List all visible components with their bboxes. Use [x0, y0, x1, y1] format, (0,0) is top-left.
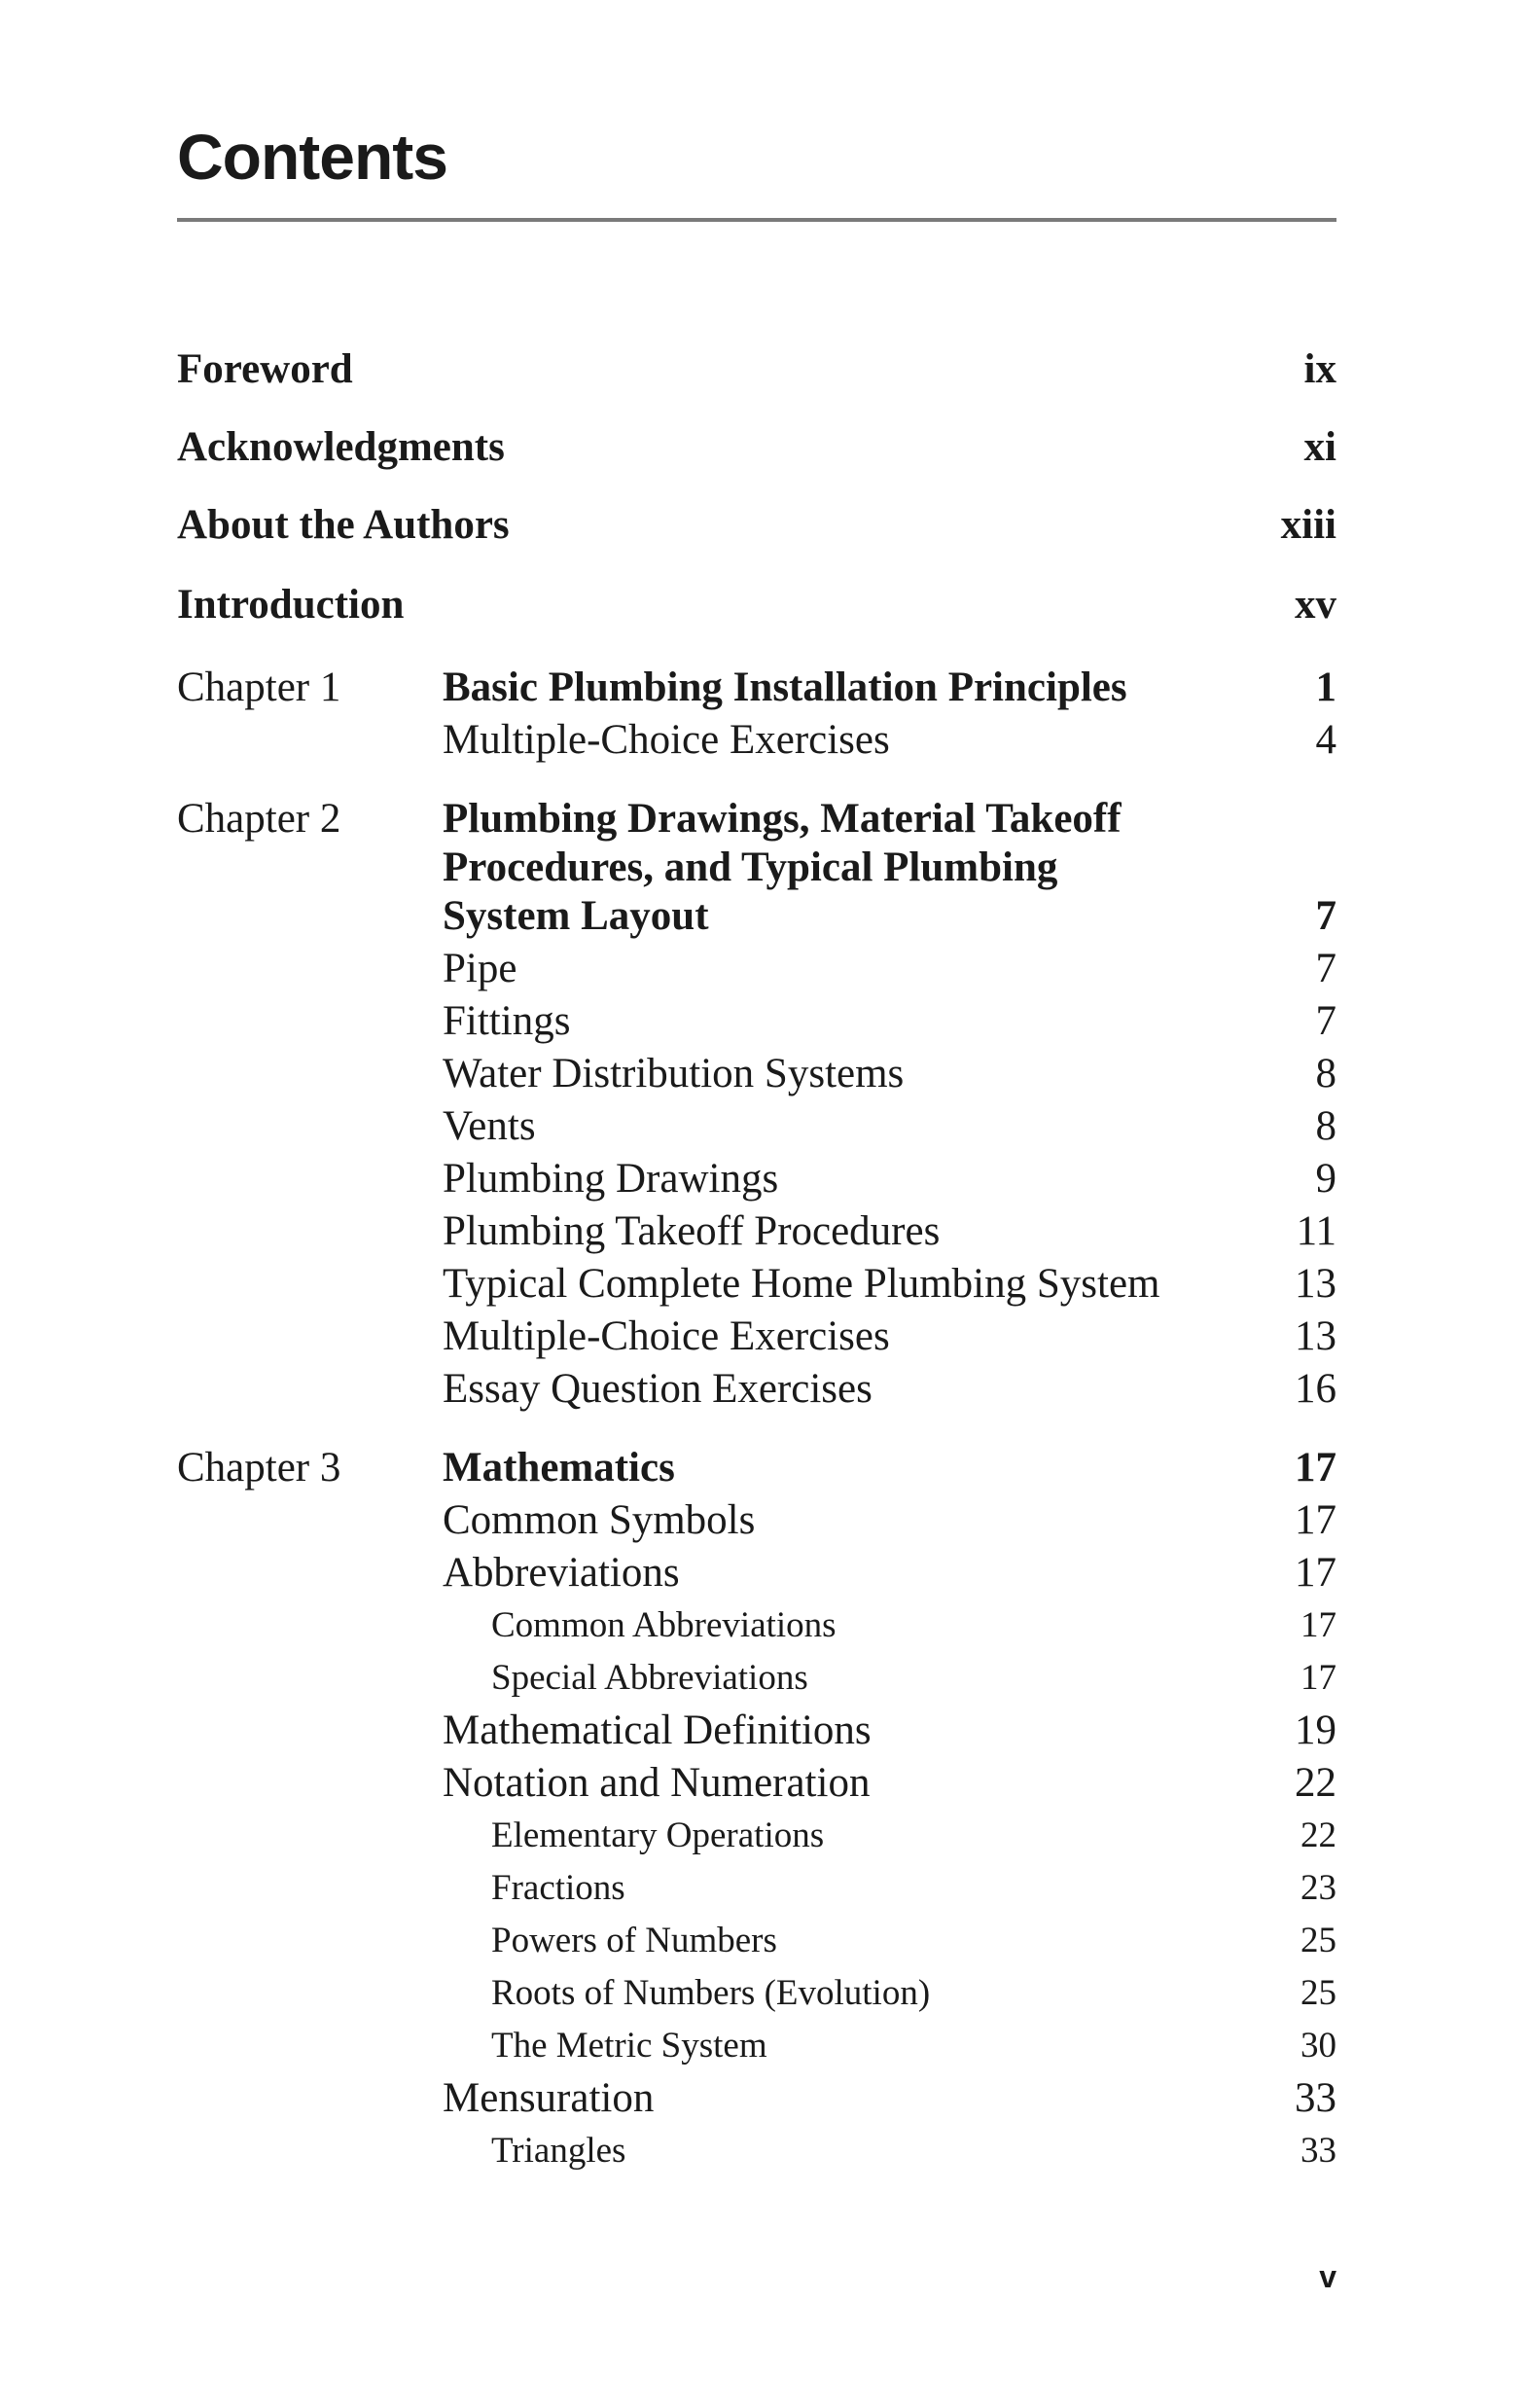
toc-entry-page: 17	[1295, 1445, 1336, 1491]
toc-entry-page: xi	[1303, 424, 1336, 470]
toc-entry-page: 13	[1295, 1313, 1336, 1359]
chapter-label: Chapter 3	[177, 1445, 341, 1491]
toc-entry-page: 22	[1300, 1815, 1336, 1855]
toc-entry-page: 25	[1300, 1921, 1336, 1960]
toc-section[interactable]	[0, 1155, 1532, 1213]
toc-entry-page: 33	[1300, 2131, 1336, 2171]
toc-entry-page: 7	[1315, 946, 1336, 991]
toc-entry-page: 17	[1300, 1658, 1336, 1698]
toc-entry-page: xv	[1295, 582, 1336, 628]
chapter-title: Plumbing Drawings, Material Takeoff	[443, 796, 1122, 842]
toc-entry-page: 7	[1315, 893, 1336, 939]
toc-entry-page: 9	[1315, 1156, 1336, 1202]
toc-entry-page: 8	[1315, 1103, 1336, 1149]
toc-section-title: Vents	[443, 1103, 536, 1149]
toc-section[interactable]	[0, 1102, 1532, 1161]
chapter-label: Chapter 1	[177, 665, 341, 710]
toc-entry-page: 19	[1295, 1707, 1336, 1753]
toc-subsection-title: Common Abbreviations	[491, 1605, 837, 1645]
toc-entry-foreword[interactable]	[0, 345, 1532, 404]
toc-entry-page: 17	[1295, 1497, 1336, 1543]
toc-entry-page: 22	[1295, 1760, 1336, 1806]
toc-entry-about-the-authors[interactable]	[0, 501, 1532, 559]
toc-entry-title: About the Authors	[177, 502, 510, 548]
toc-subsection-title: Roots of Numbers (Evolution)	[491, 1973, 931, 2013]
toc-section-title: Plumbing Drawings	[443, 1156, 779, 1202]
toc-subsection[interactable]	[0, 2131, 1532, 2189]
toc-subsection[interactable]	[0, 1815, 1532, 1874]
toc-entry-page: 17	[1300, 1605, 1336, 1645]
toc-section[interactable]	[0, 1312, 1532, 1371]
toc-section[interactable]	[0, 1707, 1532, 1765]
toc-entry-page: 16	[1295, 1366, 1336, 1412]
toc-chapter-1[interactable]	[0, 664, 1532, 722]
chapter-title: Procedures, and Typical Plumbing	[443, 845, 1058, 890]
toc-entry-page: xiii	[1280, 502, 1336, 548]
toc-subsection-title: The Metric System	[491, 2026, 767, 2066]
toc-subsection[interactable]	[0, 1605, 1532, 1664]
toc-subsection[interactable]	[0, 1868, 1532, 1926]
toc-entry-introduction[interactable]	[0, 581, 1532, 639]
toc-section-title: Essay Question Exercises	[443, 1366, 873, 1412]
toc-section[interactable]	[0, 1549, 1532, 1607]
toc-section-title: Mathematical Definitions	[443, 1707, 872, 1753]
toc-section[interactable]	[0, 1260, 1532, 1318]
toc-section-title: Multiple-Choice Exercises	[443, 1313, 890, 1359]
toc-entry-page: 17	[1295, 1550, 1336, 1596]
toc-section[interactable]	[0, 997, 1532, 1056]
toc-entry-page: 11	[1296, 1208, 1336, 1254]
toc-section[interactable]	[0, 1365, 1532, 1423]
toc-entry-page: 13	[1295, 1261, 1336, 1307]
toc-section-title: Pipe	[443, 946, 517, 991]
toc-section-title: Mensuration	[443, 2075, 655, 2121]
chapter-title: Mathematics	[443, 1445, 675, 1491]
toc-section-title: Multiple-Choice Exercises	[443, 717, 890, 763]
toc-entry-title: Acknowledgments	[177, 424, 505, 470]
toc-section-title: Notation and Numeration	[443, 1760, 871, 1806]
toc-section-title: Common Symbols	[443, 1497, 756, 1543]
toc-section[interactable]	[0, 716, 1532, 774]
toc-section-title: Abbreviations	[443, 1550, 680, 1596]
toc-entry-page: 23	[1300, 1868, 1336, 1908]
toc-subsection-title: Special Abbreviations	[491, 1658, 808, 1698]
toc-section[interactable]	[0, 1050, 1532, 1108]
page-folio: v	[1319, 2259, 1336, 2294]
toc-subsection-title: Elementary Operations	[491, 1815, 825, 1855]
toc-subsection-title: Powers of Numbers	[491, 1921, 777, 1960]
toc-chapter-2-title-line	[0, 892, 1532, 951]
toc-section[interactable]	[0, 1207, 1532, 1266]
toc-entry-page: 8	[1315, 1051, 1336, 1096]
page-title: Contents	[177, 121, 447, 193]
toc-section-title: Water Distribution Systems	[443, 1051, 905, 1096]
toc-subsection-title: Fractions	[491, 1868, 625, 1908]
toc-entry-page: 33	[1295, 2075, 1336, 2121]
toc-entry-page: ix	[1303, 346, 1336, 392]
toc-entry-title: Introduction	[177, 582, 405, 628]
chapter-title: Basic Plumbing Installation Principles	[443, 665, 1127, 710]
toc-subsection[interactable]	[0, 1921, 1532, 1979]
toc-section-title: Plumbing Takeoff Procedures	[443, 1208, 941, 1254]
toc-entry-page: 25	[1300, 1973, 1336, 2013]
toc-entry-page: 7	[1315, 998, 1336, 1044]
toc-entry-page: 4	[1315, 717, 1336, 763]
toc-section[interactable]	[0, 2074, 1532, 2133]
title-rule	[177, 218, 1336, 222]
toc-entry-page: 30	[1300, 2026, 1336, 2066]
toc-subsection-title: Triangles	[491, 2131, 626, 2171]
toc-section[interactable]	[0, 945, 1532, 1003]
toc-chapter-3[interactable]	[0, 1444, 1532, 1502]
chapter-label: Chapter 2	[177, 796, 341, 842]
toc-subsection[interactable]	[0, 1973, 1532, 2031]
toc-entry-title: Foreword	[177, 346, 353, 392]
chapter-title: System Layout	[443, 893, 709, 939]
toc-section[interactable]	[0, 1759, 1532, 1817]
toc-section-title: Typical Complete Home Plumbing System	[443, 1261, 1160, 1307]
toc-section-title: Fittings	[443, 998, 571, 1044]
toc-entry-acknowledgments[interactable]	[0, 423, 1532, 482]
toc-entry-page: 1	[1315, 665, 1336, 710]
toc-section[interactable]	[0, 1496, 1532, 1555]
